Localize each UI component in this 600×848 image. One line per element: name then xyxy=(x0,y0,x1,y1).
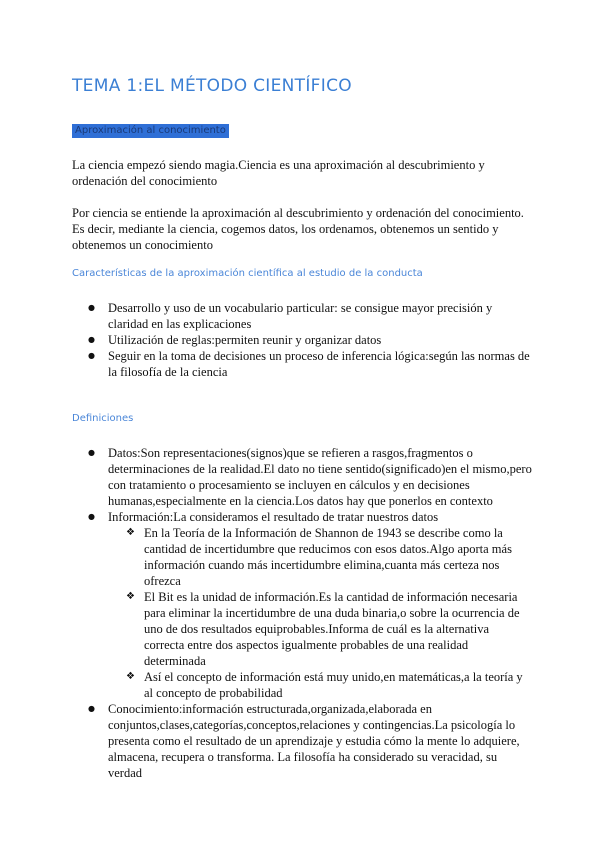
definiciones-list xyxy=(72,445,532,781)
subheading-caracteristicas: Características de la aproximación científica al estudio de la conducta xyxy=(72,268,423,279)
list-item-conocimiento: ● Conocimiento:información estructurada,organizada,elaborada en conjuntos,clases,categorías,conceptos,relaciones y contingencias.La psicología lo presenta como el resultado de un aprendizaje y estudia cómo la mente lo adquiere, almacena, recupera o transforma. La filosofía ha considerado su veracidad, su verdad xyxy=(72,701,532,781)
informacion-sublist xyxy=(108,525,532,701)
subheading-definiciones: Definiciones xyxy=(72,413,134,424)
definition-paragraph: Por ciencia se entiende la aproximación al descubrimiento y ordenación del conocimiento. Es decir, mediante la ciencia, cogemos datos, los ordenamos, obtenemos un sentido y obtenemos un conocimiento xyxy=(72,206,524,252)
list-item-datos: ● Datos:Son representaciones(signos)que se refieren a rasgos,fragmentos o determinaciones de la realidad.El dato no tiene sentido(significado)en el mismo,pero con tratamiento o procesamiento se incluyen en cálculos y en decisiones humanas,especialmente en la ciencia.Los datos hay que ponerlos en contexto xyxy=(72,445,532,509)
list-item-informacion xyxy=(72,509,532,701)
caracteristicas-list xyxy=(72,300,532,380)
list-item: ● Seguir en la toma de decisiones un proceso de inferencia lógica:según las normas de la filosofía de la ciencia xyxy=(72,348,532,380)
list-item: ● Utilización de reglas:permiten reunir y organizar datos xyxy=(72,332,532,348)
list-item: ● Desarrollo y uso de un vocabulario particular: se consigue mayor precisión y claridad en las explicaciones xyxy=(72,300,532,332)
informacion-text: Información:La consideramos el resultado de tratar nuestros datos xyxy=(108,510,439,524)
sublist-item: ❖ El Bit es la unidad de información.Es la cantidad de información necesaria para eliminar la incertidumbre de una duda binaria,o sobre la ocurrencia de uno de dos resultados equiprobables.Informa de cuál es la alternativa correcta entre dos aspectos igualmente probables de una realidad determinada xyxy=(108,589,532,669)
intro-paragraph: La ciencia empezó siendo magia.Ciencia es una aproximación al descubrimiento y ordenación del conocimiento xyxy=(72,158,485,188)
section-highlight: Aproximación al conocimiento xyxy=(72,124,229,138)
page-title: TEMA 1:EL MÉTODO CIENTÍFICO xyxy=(72,76,352,96)
sublist-item: ❖ En la Teoría de la Información de Shannon de 1943 se describe como la cantidad de incertidumbre que reducimos con esos datos.Algo aporta más información cuando más incertidumbre elimina,cuanta más certeza nos ofrezca xyxy=(108,525,532,589)
sublist-item: ❖ Así el concepto de información está muy unido,en matemáticas,a la teoría y al concepto de probabilidad xyxy=(108,669,532,701)
